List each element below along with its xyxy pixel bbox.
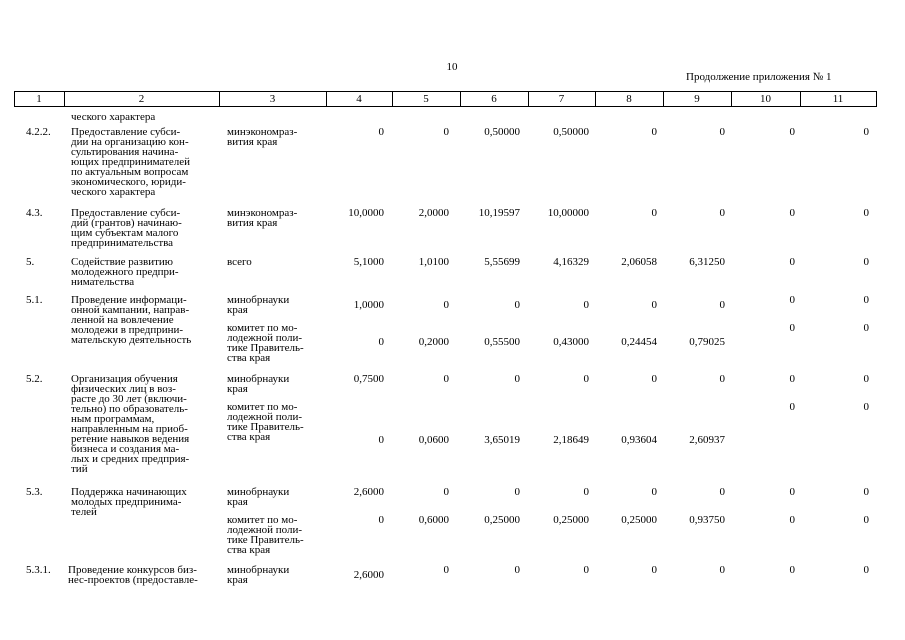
header-cell-10: 10: [760, 93, 771, 105]
value-cell-col7: 0,43000: [553, 336, 589, 348]
value-cell-col5: 2,0000: [418, 207, 449, 219]
header-cell-8: 8: [626, 93, 632, 105]
header-cell-6: 6: [491, 93, 497, 105]
value-cell-col4: 2,6000: [353, 486, 384, 498]
value-cell-col9: 0: [719, 486, 725, 498]
value-cell-col6: 0: [514, 299, 520, 311]
page-number: 10: [446, 61, 458, 73]
value-cell-col5: 0,2000: [418, 336, 449, 348]
value-cell-col11: 0: [863, 322, 869, 334]
header-cell-3: 3: [269, 93, 276, 105]
continuation-note: Продолжение приложения № 1: [686, 71, 832, 83]
value-cell-col4: 0: [378, 336, 384, 348]
value-cell-col11: 0: [863, 486, 869, 498]
value-cell-col5: 0: [443, 564, 449, 576]
value-cell-col4: 5,1000: [353, 256, 384, 268]
value-cell-col11: 0: [863, 401, 869, 413]
value-cell-col11: 0: [863, 207, 869, 219]
value-cell-col5: 0: [443, 299, 449, 311]
value-cell-col8: 0: [651, 207, 657, 219]
value-cell-col7: 0: [583, 564, 589, 576]
value-cell-col11: 0: [863, 256, 869, 268]
value-cell-col8: 0,93604: [621, 434, 657, 446]
row-executor: минобрнауки края: [227, 564, 290, 586]
value-cell-col7: 0,25000: [553, 514, 589, 526]
value-cell-col6: 10,19597: [478, 207, 520, 219]
header-cell-5: 5: [423, 93, 429, 105]
header-cell-2: 2: [138, 93, 145, 105]
value-cell-col7: 10,00000: [547, 207, 589, 219]
value-cell-col6: 0: [514, 486, 520, 498]
value-cell-col10: 0: [789, 486, 795, 498]
value-cell-col9: 0: [719, 126, 725, 138]
value-cell-col9: 0: [719, 373, 725, 385]
value-cell-col6: 3,65019: [484, 434, 520, 446]
value-cell-col10: 0: [789, 256, 795, 268]
header-cell-4: 4: [356, 93, 362, 105]
row-executor: комитет по мо- лодежной поли- тике Правитель- ства края: [227, 322, 304, 364]
table-rule: [876, 91, 877, 107]
row-name: Проведение информаци- онной кампании, направ- ленной на вовлечение молодежи в предприни- мательскую деятельность: [71, 294, 192, 346]
value-cell-col11: 0: [863, 564, 869, 576]
value-cell-col9: 0: [719, 207, 725, 219]
value-cell-col9: 0: [719, 299, 725, 311]
value-cell-col7: 2,18649: [553, 434, 589, 446]
value-cell-col6: 0: [514, 564, 520, 576]
value-cell-col11: 0: [863, 373, 869, 385]
value-cell-col8: 0: [651, 373, 657, 385]
value-cell-col8: 0: [651, 564, 657, 576]
row-number: 5.1.: [26, 294, 43, 306]
value-cell-col5: 1,0100: [418, 256, 449, 268]
value-cell-col4: 0: [378, 126, 384, 138]
value-cell-col11: 0: [863, 294, 869, 306]
row-number: 5.: [26, 256, 35, 268]
value-cell-col7: 0,50000: [553, 126, 589, 138]
value-cell-col10: 0: [789, 373, 795, 385]
value-cell-col10: 0: [789, 401, 795, 413]
header-cell-9: 9: [694, 93, 700, 105]
value-cell-col4: 2,6000: [353, 569, 384, 581]
row-name: Поддержка начинающих молодых предпринима- телей: [71, 486, 187, 518]
row-name: Организация обучения физических лиц в воз- расте до 30 лет (включи- тельно) по образователь- ным программам, направленным на приоб- ретение навыков ведения бизнеса и создания ма- лых и средних предприя- тий: [71, 373, 190, 475]
value-cell-col9: 2,60937: [689, 434, 725, 446]
value-cell-col7: 4,16329: [553, 256, 589, 268]
value-cell-col5: 0: [443, 126, 449, 138]
row-executor: всего: [227, 256, 252, 268]
row-number: 4.3.: [26, 207, 43, 219]
value-cell-col4: 10,0000: [348, 207, 384, 219]
value-cell-col11: 0: [863, 514, 869, 526]
value-cell-col8: 0: [651, 126, 657, 138]
row-executor: минобрнауки края: [227, 486, 290, 508]
value-cell-col5: 0: [443, 486, 449, 498]
row-name: ческого характера: [71, 111, 156, 123]
row-number: 5.3.: [26, 486, 43, 498]
value-cell-col6: 0,50000: [484, 126, 520, 138]
row-name: Проведение конкурсов биз- нес-проектов (предоставле-: [68, 564, 198, 586]
value-cell-col11: 0: [863, 126, 869, 138]
value-cell-col5: 0,0600: [418, 434, 449, 446]
row-executor: минэкономраз- вития края: [227, 207, 298, 229]
row-executor: минобрнауки края: [227, 373, 290, 395]
value-cell-col6: 0,55500: [484, 336, 520, 348]
value-cell-col10: 0: [789, 294, 795, 306]
value-cell-col10: 0: [789, 207, 795, 219]
value-cell-col6: 0: [514, 373, 520, 385]
value-cell-col8: 0,25000: [621, 514, 657, 526]
header-cell-11: 11: [832, 93, 844, 105]
table-rule: [14, 106, 877, 107]
value-cell-col10: 0: [789, 514, 795, 526]
value-cell-col4: 0,7500: [353, 373, 384, 385]
row-name: Предоставление субси- дий (грантов) начинаю- щим субъектам малого предпринимательства: [71, 207, 182, 249]
value-cell-col7: 0: [583, 373, 589, 385]
value-cell-col7: 0: [583, 299, 589, 311]
value-cell-col6: 0,25000: [484, 514, 520, 526]
table-rule: [14, 91, 877, 92]
value-cell-col10: 0: [789, 564, 795, 576]
row-executor: минэкономраз- вития края: [227, 126, 298, 148]
header-cell-7: 7: [558, 93, 565, 105]
value-cell-col9: 0,79025: [689, 336, 725, 348]
row-number: 4.2.2.: [26, 126, 51, 138]
value-cell-col5: 0,6000: [418, 514, 449, 526]
value-cell-col9: 0: [719, 564, 725, 576]
row-executor: минобрнауки края: [227, 294, 290, 316]
row-number: 5.3.1.: [26, 564, 51, 576]
value-cell-col8: 0,24454: [621, 336, 657, 348]
row-executor: комитет по мо- лодежной поли- тике Правитель- ства края: [227, 514, 304, 556]
row-number: 5.2.: [26, 373, 43, 385]
row-executor: комитет по мо- лодежной поли- тике Правитель- ства края: [227, 401, 304, 443]
value-cell-col9: 0,93750: [689, 514, 725, 526]
header-cell-1: 1: [36, 93, 42, 105]
value-cell-col8: 2,06058: [621, 256, 657, 268]
value-cell-col4: 1,0000: [353, 299, 384, 311]
value-cell-col4: 0: [378, 434, 384, 446]
value-cell-col7: 0: [583, 486, 589, 498]
value-cell-col4: 0: [378, 514, 384, 526]
value-cell-col9: 6,31250: [689, 256, 725, 268]
value-cell-col10: 0: [789, 322, 795, 334]
value-cell-col10: 0: [789, 126, 795, 138]
row-name: Содействие развитию молодежного предпри- нимательства: [71, 256, 179, 288]
value-cell-col5: 0: [443, 373, 449, 385]
value-cell-col6: 5,55699: [484, 256, 520, 268]
value-cell-col8: 0: [651, 486, 657, 498]
row-name: Предоставление субси- дии на организацию кон- сультирования начина- ющих предпринимателей по актуальным вопросам экономического, юриди- ческого характера: [71, 126, 191, 198]
value-cell-col8: 0: [651, 299, 657, 311]
